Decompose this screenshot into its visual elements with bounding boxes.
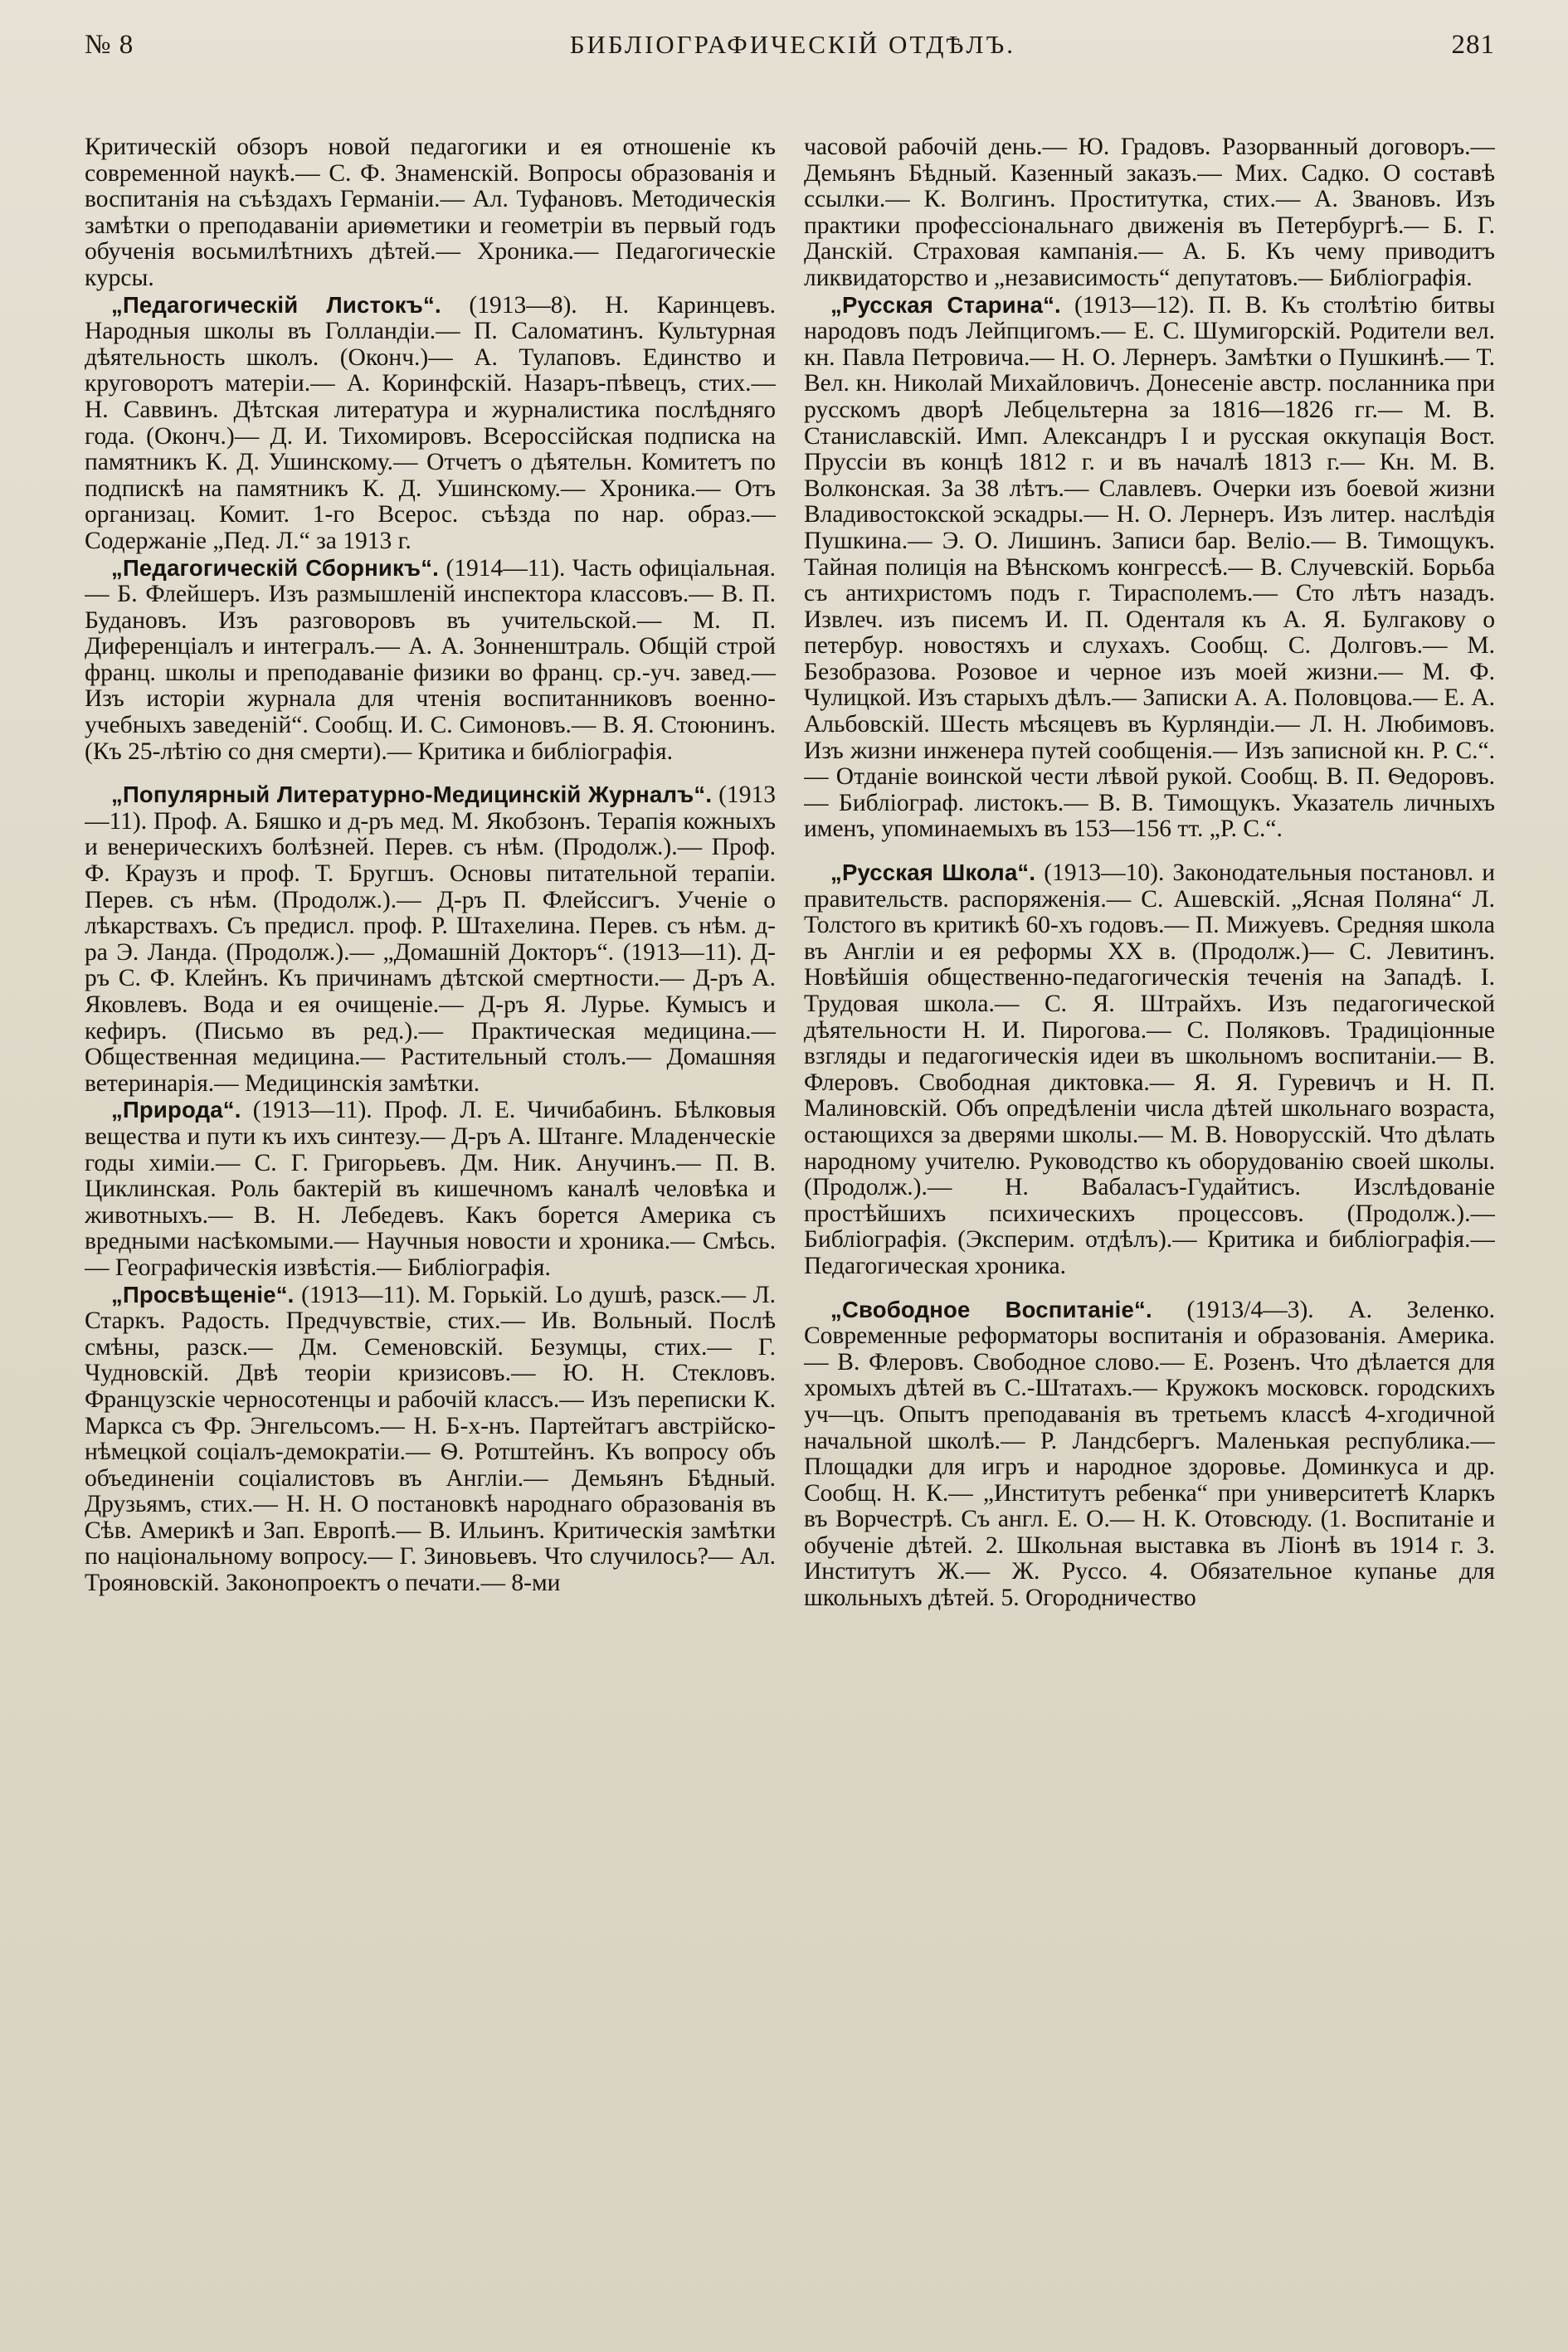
journal-entry [85, 782, 776, 1097]
journal-entry [85, 134, 776, 292]
issue-number: № 8 [85, 30, 134, 60]
journal-entry [85, 1282, 776, 1597]
journal-entry [804, 292, 1495, 843]
journal-entry [804, 859, 1495, 1280]
entry-text: часовой рабочій день.— Ю. Градовъ. Разорванный договоръ.— Демьянъ Бѣдный. Казенный заказъ.— Мих. Садко. О составѣ ссылки.— К. Волгинъ. Проститутка, стих.— А. Звановъ. Изъ практики профессіональнаго движенія въ Петербургѣ.— Б. Г. Данскій. Страховая кампанія.— А. Б. Къ чему приводитъ ликвидаторство и „независимость“ депутатовъ.— Библіографія. [804, 134, 1495, 291]
entry-text: (1913—11). Проф. Л. Е. Чичибабинъ. Бѣлковыя вещества и пути къ ихъ синтезу.— Д-ръ А. Штанге. Младенческіе годы химіи.— С. Г. Григорьевъ. Дм. Ник. Анучинъ.— П. В. Циклинская. Роль бактерій въ кишечномъ каналѣ человѣка и животныхъ.— В. Н. Лебедевъ. Какъ борется Америка съ вредными насѣкомыми.— Научныя новости и хроника.— Смѣсь.— Географическія извѣстія.— Библіографія. [85, 1097, 776, 1281]
journal-title: „Русская Старина“. [830, 291, 1061, 318]
entry-text: (1914—11). Часть офиціальная.— Б. Флейшеръ. Изъ размышленій инспектора классовъ.— В. П. Будановъ. Изъ разговоровъ въ учительской.— М. П. Диференціалъ и интегралъ.— А. А. Зонненштраль. Общій строй франц. школы и преподаваніе физики во франц. ср.-уч. завед.— Изъ исторіи журнала для чтенія воспитанниковъ военно-учебныхъ заведеній“. Сообщ. И. С. Симоновъ.— В. Я. Стоюнинъ. (Къ 25-лѣтію со дня смерти).— Критика и библіографія. [85, 554, 776, 765]
section-title: БИБЛІОГРАФИЧЕСКІЙ ОТДѢЛЪ. [569, 30, 1016, 59]
entry-text: (1913—11). М. Горькій. Lo душѣ, разск.— Л. Старкъ. Радость. Предчувствіе, стих.— Ив. Вольный. Послѣ смѣны, разск.— Дм. Семеновскій. Безумцы, стих.— Г. Чудновскій. Двѣ теоріи кризисовъ.— Ю. Н. Стекловъ. Французскіе черносотенцы и рабочій классъ.— Изъ переписки К. Маркса съ Фр. Энгельсомъ.— Н. Б-х-нъ. Партейтагъ австрійско-нѣмецкой соціалъ-демократіи.— Ѳ. Ротштейнъ. Къ вопросу объ объединеніи соціалистовъ въ Англіи.— Демьянъ Бѣдный. Друзьямъ, стих.— Н. Н. О постановкѣ народнаго образованія въ Сѣв. Америкѣ и Зап. Европѣ.— В. Ильинъ. Критическія замѣтки по національному вопросу.— Г. Зиновьевъ. Что случилось?— Ал. Трояновскій. Законопроектъ о печати.— 8-ми [85, 1281, 776, 1597]
journal-entry [85, 292, 776, 555]
running-header [85, 30, 1495, 83]
text-columns [85, 134, 1495, 2325]
entry-text: (1913/4—3). А. Зеленко. Современные реформаторы воспитанія и образованія. Америка.— В. Флеровъ. Свободное слово.— Е. Розенъ. Что дѣлается для хромыхъ дѣтей въ С.-Штатахъ.— Кружокъ московск. городскихъ уч—цъ. Опытъ преподаванія въ третьемъ классѣ 4-хгодичной начальной школѣ.— Р. Ландсбергъ. Маленькая республика.— Площадки для игръ и народное здоровье. Доминкуса и др. Сообщ. Н. К.— „Институтъ ребенка“ при университетѣ Кларкъ въ Ворчестрѣ. Съ англ. Е. О.— Н. К. Отовсюду. (1. Воспитаніе и обученіе дѣтей. 2. Школьная выставка въ Ліонѣ въ 1914 г. 3. Институтъ Ж.— Ж. Руссо. 4. Обязательное купанье для школьныхъ дѣтей. 5. Огородничество [804, 1296, 1495, 1612]
journal-title: „Природа“. [111, 1097, 241, 1123]
right-column [804, 134, 1495, 2325]
left-column [85, 134, 776, 2325]
journal-title: „Русская Школа“. [830, 859, 1036, 886]
journal-entry [85, 555, 776, 766]
journal-title: „Свободное Воспитаніе“. [830, 1296, 1152, 1322]
journal-entry [85, 1097, 776, 1281]
journal-entry [804, 1297, 1495, 1612]
journal-entry [804, 134, 1495, 292]
entry-text: (1913—12). П. В. Къ столѣтію битвы народовъ подъ Лейпцигомъ.— Е. С. Шумигорскій. Родители вел. кн. Павла Петровича.— Н. О. Лернеръ. Замѣтки о Пушкинѣ.— Т. Вел. кн. Николай Михайловичъ. Донесеніе австр. посланника при русскомъ дворѣ Лебцельтерна за 1816—1826 гг.— М. В. Станиславскій. Имп. Александръ I и русская оккупація Вост. Пруссіи въ концѣ 1812 г. и въ началѣ 1813 г.— Кн. М. В. Волконская. За 38 лѣтъ.— Славлевъ. Очерки изъ боевой жизни Владивостокской эскадры.— Н. О. Лернеръ. Изъ литер. наслѣдія Пушкина.— Э. О. Лишинъ. Записи бар. Веліо.— В. Тимощукъ. Тайная полиція на Вѣнскомъ конгрессѣ.— В. Случевскій. Борьба съ антихристомъ подъ г. Тирасполемъ.— Сто лѣтъ назадъ. Извлеч. изъ писемъ И. П. Оденталя къ А. Я. Булгакову о петербур. новостяхъ и слухахъ. Сообщ. С. Долговъ.— М. Безобразова. Розовое и черное изъ моей жизни.— М. Ф. Чулицкой. Изъ старыхъ дѣлъ.— Записки А. А. Половцова.— Е. А. Альбовскій. Шесть мѣсяцевъ въ Курляндіи.— Л. Н. Любимовъ. Изъ жизни инженера путей сообщенія.— Изъ записной кн. Р. С.“.— Отданіе воинской чести лѣвой рукой. Сообщ. В. П. Ѳедоровъ.— Библіограф. листокъ.— В. В. Тимощукъ. Указатель личныхъ именъ, упоминаемыхъ въ 153—156 тт. „Р. С.“. [804, 291, 1495, 843]
entry-text: (1913—8). Н. Каринцевъ. Народныя школы въ Голландіи.— П. Саломатинъ. Культурная дѣятельность школъ. (Оконч.)— А. Тулаповъ. Единство и круговоротъ матеріи.— А. Коринфскій. Назаръ-пѣвецъ, стих.— Н. Саввинъ. Дѣтская литература и журналистика послѣдняго года. (Оконч.)— Д. И. Тихомировъ. Всероссійская подписка на памятникъ К. Д. Ушинскому.— Отчетъ о дѣятельн. Комитетъ по подпискѣ на памятникъ К. Д. Ушинскому.— Хроника.— Отъ организац. Комит. 1-го Всерос. съѣзда по нар. образ.— Содержаніе „Пед. Л.“ за 1913 г. [85, 291, 776, 554]
journal-title: „Педагогическій Сборникъ“. [111, 554, 440, 581]
entry-text: (1913—11). Проф. А. Бяшко и д-ръ мед. М. Якобзонъ. Терапія кожныхъ и венерическихъ болѣзней. Перев. съ нѣм. (Продолж.).— Проф. Ф. Краузъ и проф. Т. Бругшъ. Основы питательной терапіи. Перев. съ нѣм. (Продолж.).— Д-ръ П. Флейссигъ. Ученіе о лѣкарствахъ. Съ предисл. проф. Р. Штахелина. Перев. съ нѣм. д-ра Э. Ланда. (Продолж.).— „Домашній Докторъ“. (1913—11). Д-ръ С. Ф. Клейнъ. Къ причинамъ дѣтской смертности.— Д-ръ А. Яковлевъ. Вода и ея очищеніе.— Д-ръ Я. Лурье. Кумысъ и кефиръ. (Письмо въ ред.).— Практическая медицина.— Общественная медицина.— Растительный столъ.— Домашняя ветеринарія.— Медицинскія замѣтки. [85, 782, 776, 1097]
journal-title: „Просвѣщеніе“. [111, 1281, 295, 1307]
journal-title: „Популярный Литературно-Медицинскій Журналъ“. [111, 782, 713, 808]
journal-title: „Педагогическій Листокъ“. [111, 291, 441, 318]
page-number: 281 [1451, 30, 1495, 60]
entry-text: Критическій обзоръ новой педагогики и ея отношеніе къ современной наукѣ.— С. Ф. Знаменскій. Вопросы образованія и воспитанія на съѣздахъ Германіи.— Ал. Туфановъ. Методическія замѣтки о преподаваніи ариѳметики и геометріи въ первый годъ обученія восьмилѣтнихъ дѣтей.— Хроника.— Педагогическіе курсы. [85, 134, 776, 291]
entry-text: (1913—10). Законодательныя постановл. и правительств. распоряженія.— С. Ашевскій. „Ясная Поляна“ Л. Толстого въ критикѣ 60-хъ годовъ.— П. Мижуевъ. Средняя школа въ Англіи и ея реформы XX в. (Продолж.)— С. Левитинъ. Новѣйшія общественно-педагогическія теченія на Западѣ. I. Трудовая школа.— С. Я. Штрайхъ. Изъ педагогической дѣятельности Н. И. Пирогова.— С. Поляковъ. Традиціонные взгляды и педагогическія идеи въ школьномъ воспитаніи.— В. Флеровъ. Свободная диктовка.— Я. Я. Гуревичъ и Н. П. Малиновскій. Объ опредѣленіи числа дѣтей школьнаго возраста, остающихся за дверями школы.— М. В. Новорусскій. Что дѣлать народному учителю. Руководство къ оборудованію своей школы. (Продолж.).— Н. Вабаласъ-Гудайтисъ. Изслѣдованіе простѣйшихъ психическихъ процессовъ. (Продолж.).— Библіографія. (Эксперим. отдѣлъ).— Критика и библіографія.— Педагогическая хроника. [804, 859, 1495, 1279]
